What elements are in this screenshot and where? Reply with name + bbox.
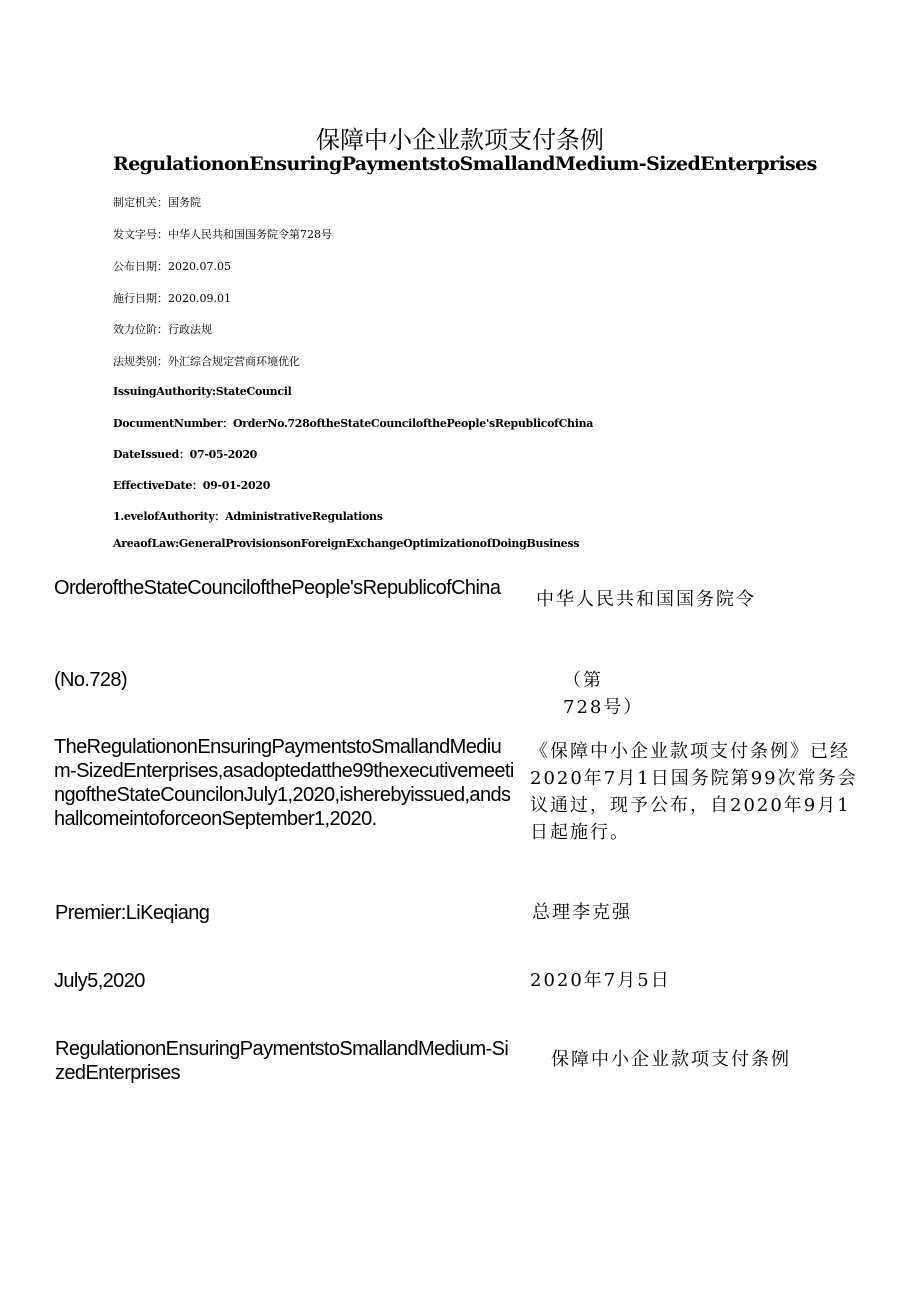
order-number-en: (No.728) [54, 669, 128, 691]
meta-level-of-authority-en: 1.evelofAuthority：AdministrativeRegulations [113, 510, 383, 523]
promulgation-paragraph-cn: 《保障中小企业款项支付条例》已经2020年7月1日国务院第99次常务会议通过，现予公布，自2020年9月1日起施行。 [530, 741, 858, 843]
meta-document-number-en: DocumentNumber：OrderNo.728oftheStateCouncilofthePeople'sRepublicofChina [113, 417, 594, 430]
meta-date-issued-en: DateIssued：07-05-2020 [113, 448, 258, 461]
promulgation-paragraph-en: TheRegulationonEnsuringPaymentstoSmallandMedium-SizedEnterprises,asadoptedatthe99thexecutivemeetingoftheStateCouncilonJuly1,2020,isherebyissued,andshallcomeintoforceonSeptember1,2020. [54, 736, 514, 830]
meta-effective-date-en: EffectiveDate：09-01-2020 [113, 479, 271, 492]
meta-effective-date-cn: 施行日期：2020.09.01 [113, 292, 231, 305]
meta-area-of-law-cn: 法规类别：外汇综合规定营商环境优化 [113, 355, 300, 368]
premier-signature-en: Premier:LiKeqiang [55, 902, 210, 924]
order-number-cn: （第728号） [563, 670, 644, 718]
document-title-english: RegulationonEnsuringPaymentstoSmallandMedium-SizedEnterprises [113, 153, 817, 175]
meta-issuing-authority-en: IssuingAuthority:StateCouncil [113, 385, 292, 398]
order-heading-cn: 中华人民共和国国务院令 [536, 589, 756, 610]
meta-date-issued-cn: 公布日期：2020.07.05 [113, 260, 231, 273]
premier-signature-cn: 总理李克强 [532, 902, 632, 923]
order-heading-en: OrderoftheStateCouncilofthePeople'sRepublicofChina [54, 577, 501, 599]
promulgation-date-cn: 2020年7月5日 [530, 970, 671, 991]
promulgation-date-en: July5,2020 [54, 970, 145, 992]
regulation-title-en: RegulationonEnsuringPaymentstoSmallandMedium-SizedEnterprises [55, 1038, 509, 1084]
document-title-chinese: 保障中小企业款项支付条例 [316, 126, 604, 154]
meta-level-of-authority-cn: 效力位阶：行政法规 [113, 323, 212, 336]
regulation-title-cn: 保障中小企业款项支付条例 [551, 1049, 791, 1070]
meta-issuing-authority-cn: 制定机关：国务院 [113, 196, 201, 209]
meta-area-of-law-en: AreaofLaw:GeneralProvisionsonForeignExchangeOptimizationofDoingBusiness [113, 537, 580, 550]
meta-document-number-cn: 发文字号：中华人民共和国国务院令第728号 [113, 228, 332, 241]
